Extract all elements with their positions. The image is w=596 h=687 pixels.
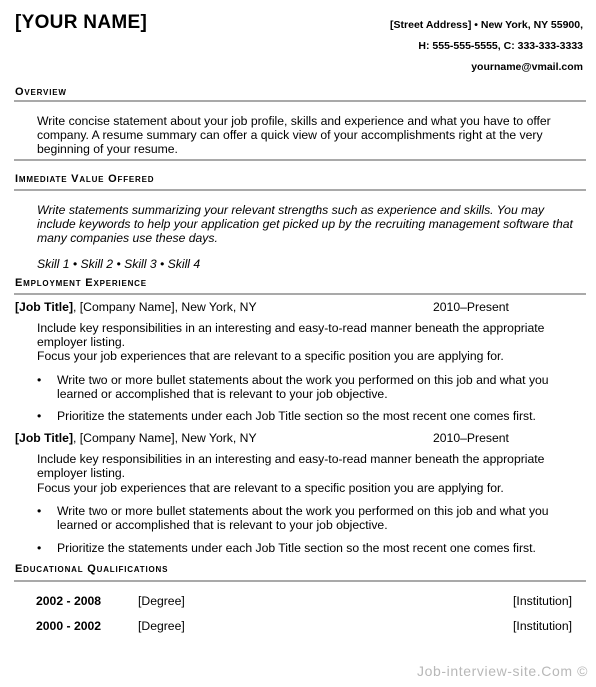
job-header [15, 431, 585, 445]
bullet-text: Write two or more bullet statements about the work you performed on this job and what you learned or accomplished that is relevant to your job objective. [57, 504, 549, 532]
job-description: Include key responsibilities in an interesting and easy-to-read manner beneath the appropriate employer listing. [37, 321, 545, 349]
skills-list: Skill 1 • Skill 2 • Skill 3 • Skill 4 [37, 257, 201, 271]
education-rule [14, 580, 586, 582]
value-heading: Immediate Value Offered [15, 173, 155, 185]
job-description: Include key responsibilities in an interesting and easy-to-read manner beneath the appropriate employer listing. [37, 452, 545, 480]
candidate-name: [YOUR NAME] [15, 12, 148, 33]
education-degree: [Degree] [138, 594, 185, 608]
phone-numbers: H: 555-555-5555, C: 333-333-3333 [418, 40, 583, 52]
email-address: yourname@vmail.com [471, 61, 583, 73]
job-focus: Focus your job experiences that are relevant to a specific position you are applying for. [37, 349, 504, 363]
site-watermark: Job-interview-site.Com © [417, 663, 588, 679]
bullet-mark: • [37, 541, 42, 555]
employment-rule [14, 293, 586, 295]
overview-top-rule [14, 100, 586, 102]
overview-text: Write concise statement about your job profile, skills and experience and what you have to offer company. A resume summary can offer a quick view of your accomplishments right at the very beginning of your resume. [37, 114, 551, 156]
job-title: [Job Title] [15, 300, 74, 314]
bullet-text: Write two or more bullet statements about the work you performed on this job and what you learned or accomplished that is relevant to your job objective. [57, 373, 549, 401]
job-focus: Focus your job experiences that are relevant to a specific position you are applying for. [37, 481, 504, 495]
job-title: [Job Title] [15, 431, 74, 445]
education-institution: [Institution] [513, 594, 572, 608]
value-text: Write statements summarizing your relevant strengths such as experience and skills. You may include keywords to help your application get picked up by the recruiting management software that many companies use these days. [37, 203, 573, 245]
street-address: [Street Address] • New York, NY 55900, [390, 19, 583, 31]
job-dates: 2010–Present [433, 431, 509, 445]
bullet-mark: • [37, 409, 42, 423]
bullet-text: Prioritize the statements under each Job Title section so the most recent one comes first. [57, 409, 536, 423]
company-location: , [Company Name], New York, NY [73, 300, 257, 314]
education-years: 2002 - 2008 [36, 594, 102, 608]
education-heading: Educational Qualifications [15, 563, 169, 575]
education-degree: [Degree] [138, 619, 185, 633]
bullet-mark: • [37, 504, 42, 518]
job-dates: 2010–Present [433, 300, 509, 314]
company-location: , [Company Name], New York, NY [73, 431, 257, 445]
bullet-text: Prioritize the statements under each Job Title section so the most recent one comes first. [57, 541, 536, 555]
overview-bottom-rule [14, 159, 586, 161]
job-header [15, 300, 585, 314]
overview-heading: Overview [15, 86, 67, 98]
contact-block [390, 15, 583, 78]
bullet-mark: • [37, 373, 42, 387]
value-rule [14, 189, 586, 191]
employment-heading: Employment Experience [15, 277, 147, 289]
education-years: 2000 - 2002 [36, 619, 102, 633]
education-institution: [Institution] [513, 619, 572, 633]
